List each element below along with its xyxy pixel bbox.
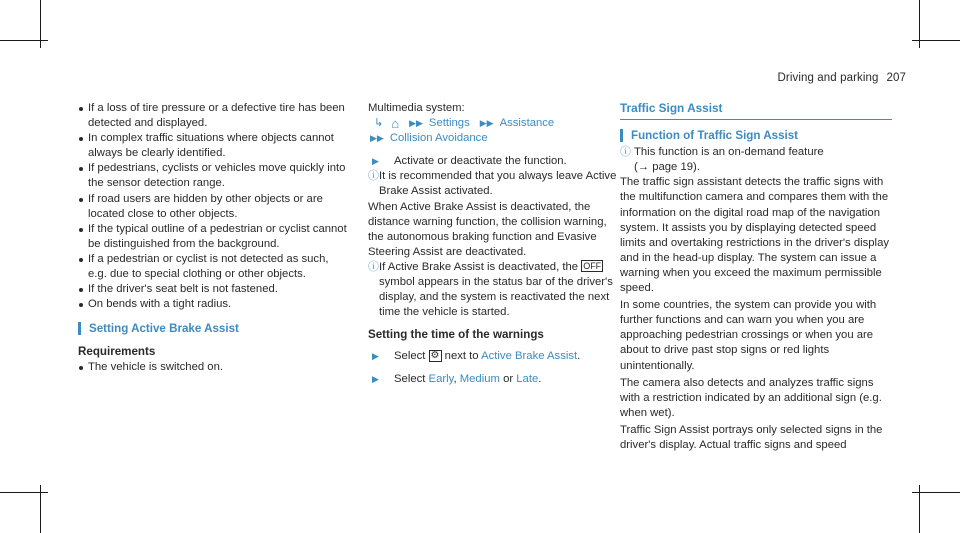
crop-mark xyxy=(0,40,48,41)
path-collision-avoidance[interactable]: Collision Avoidance xyxy=(389,132,488,145)
home-icon[interactable]: ⌂ xyxy=(391,116,400,132)
heading-bar xyxy=(620,129,623,142)
step-arrow-icon: ▶ xyxy=(372,373,379,384)
crop-mark xyxy=(0,492,48,493)
menu-path xyxy=(368,116,624,131)
path-settings[interactable]: Settings xyxy=(428,117,470,130)
step-arrow-icon: ▶ xyxy=(372,156,379,167)
timing-heading: Setting the time of the warnings xyxy=(368,328,544,342)
path-assistance[interactable]: Assistance xyxy=(499,117,555,130)
turn-arrow-icon: ↳ xyxy=(374,117,384,130)
column-middle xyxy=(368,101,624,387)
crop-mark xyxy=(912,40,960,41)
list-item: On bends with a tight radius. xyxy=(78,297,350,312)
page-reference[interactable]: (→ page 19). xyxy=(634,161,700,174)
option-early[interactable]: Early xyxy=(428,372,454,385)
note-recommend: ⓘ It is recommended that you always leave Active Brake Assist activated. xyxy=(368,169,624,199)
paragraph: In some countries, the system can provide you with further functions and can warn you when you are approaching pedestrian crossings or when you are about to drive past stop signs or red lights unintentionally. xyxy=(620,299,877,372)
page-header xyxy=(778,72,906,84)
brake-assist-off-icon: OFF xyxy=(583,260,602,271)
list-item: If road users are hidden by other objects or are located close to other objects. xyxy=(78,192,350,222)
column-left xyxy=(78,101,350,375)
list-item: If the driver's seat belt is not fastened. xyxy=(78,282,350,297)
list-item: If a loss of tire pressure or a defective tire has been detected and displayed. xyxy=(78,101,350,131)
limitations-list xyxy=(78,101,350,312)
step-select-timing: ▶ Select Early, Medium or Late. xyxy=(368,372,624,387)
function-heading: Function of Traffic Sign Assist xyxy=(620,128,892,143)
list-item: If pedestrians, cyclists or vehicles move quickly into the sensor detection range. xyxy=(78,161,350,191)
list-item: In complex traffic situations where objects cannot always be clearly identified. xyxy=(78,131,350,161)
requirements-heading: Requirements xyxy=(78,345,156,359)
info-icon: ⓘ xyxy=(368,170,379,183)
note-ondemand: ⓘ This function is an on-demand feature (→ page 19). xyxy=(620,145,892,175)
paragraph: Traffic Sign Assist portrays only selected signs in the driver's display. Actual traffic signs and speed xyxy=(620,423,883,451)
step-activate: ▶ Activate or deactivate the function. xyxy=(368,154,624,169)
step-select-function: ▶ Select ⚙ next to Active Brake Assist. xyxy=(368,349,624,364)
traffic-sign-assist-title: Traffic Sign Assist xyxy=(620,101,723,115)
menu-path-2 xyxy=(368,131,624,146)
requirements-list xyxy=(78,360,350,375)
deactivated-paragraph: When Active Brake Assist is deactivated, the distance warning function, the collision warning, the autonomous braking function and Evasive Steering Assist are deactivated. xyxy=(368,200,607,258)
info-icon: ⓘ xyxy=(368,260,379,273)
option-medium[interactable]: Medium xyxy=(459,372,500,385)
step-arrow-icon: ▶ xyxy=(372,351,379,362)
note-symbol: ⓘ If Active Brake Assist is deactivated, the OFF symbol appears in the status bar of the driver's display, and the system is reactivated the next time the vehicle is started. xyxy=(368,260,624,320)
list-item: If a pedestrian or cyclist is not detected as such, e.g. due to special clothing or other objects. xyxy=(78,252,350,282)
crop-mark xyxy=(912,492,960,493)
setting-heading: Setting Active Brake Assist xyxy=(78,321,350,336)
gear-icon[interactable]: ⚙ xyxy=(430,350,440,362)
section-title: Driving and parking xyxy=(777,72,879,84)
chevron-right-icon: ▶▶ xyxy=(479,118,494,129)
active-brake-assist-option[interactable]: Active Brake Assist xyxy=(481,350,578,363)
column-right xyxy=(620,101,892,453)
paragraph: The traffic sign assistant detects the traffic signs with the multifunction camera and compares them with the information on the digital road map of the navigation system. It assists you by displaying detected speed limits and overtaking restrictions in the driver's display and in the head-up display. The system can issue a warning when you exceed the maximum permissible speed. xyxy=(620,176,889,295)
paragraph: The camera also detects and analyzes traffic signs with a restriction indicated by an additional sign (e.g. when wet). xyxy=(620,376,882,419)
multimedia-label: Multimedia system: xyxy=(368,102,465,114)
option-late[interactable]: Late xyxy=(516,372,539,385)
section-title-rule xyxy=(620,101,892,120)
page-number: 207 xyxy=(886,72,906,84)
heading-bar xyxy=(78,322,81,335)
chevron-right-icon: ▶▶ xyxy=(409,118,423,129)
list-item: If the typical outline of a pedestrian or cyclist cannot be distinguished from the background. xyxy=(78,222,350,252)
info-icon: ⓘ xyxy=(620,146,631,159)
chevron-right-icon: ▶▶ xyxy=(370,133,384,144)
list-item: The vehicle is switched on. xyxy=(78,360,350,375)
